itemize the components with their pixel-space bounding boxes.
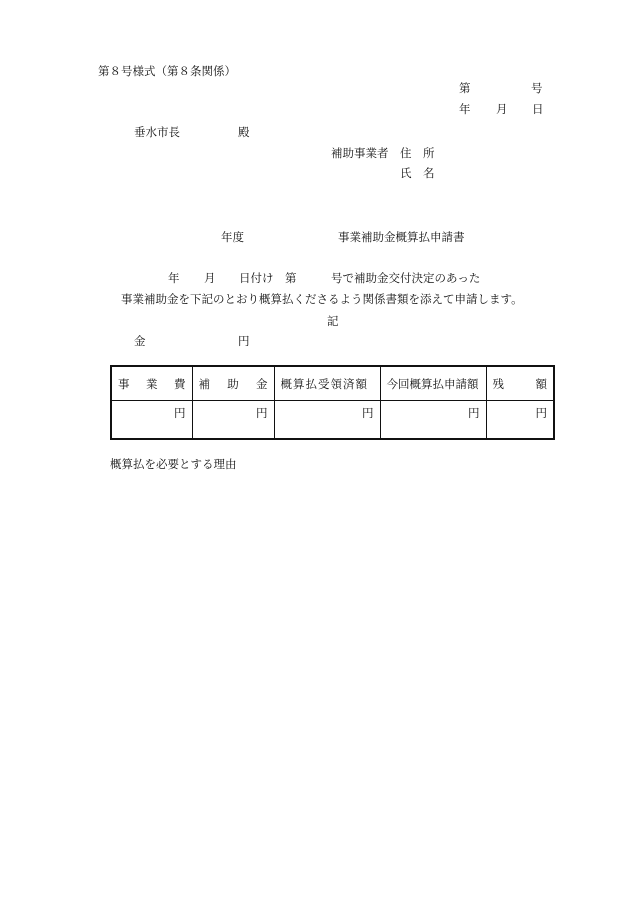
- date-day: 日: [532, 102, 544, 116]
- body-dated: 日付け: [239, 271, 274, 285]
- body-year: 年: [168, 271, 180, 285]
- table-header-balance: 残 額: [486, 366, 554, 401]
- table-header-received: 概算払受領済額: [274, 366, 380, 401]
- amount-unit: 円: [238, 334, 250, 348]
- doc-number-prefix: 第: [459, 81, 471, 95]
- table-header-project-cost: 事 業 費: [111, 366, 192, 401]
- addressee-honorific: 殿: [238, 125, 250, 139]
- table-cell-project-cost: 円: [111, 401, 192, 440]
- title-fiscal-year: 年度: [221, 230, 244, 244]
- body-no-prefix: 第: [285, 271, 297, 285]
- amount-label: 金: [134, 334, 146, 348]
- table-row: [111, 401, 554, 440]
- page-title: 事業補助金概算払申請書: [338, 230, 465, 244]
- table-header-current-request: 今回概算払申請額: [380, 366, 486, 401]
- body-request-text: 事業補助金を下記のとおり概算払くださるよう関係書類を添えて申請します。: [121, 292, 523, 306]
- table-cell-balance: 円: [486, 401, 554, 440]
- applicant-name-label: 氏 名: [400, 166, 435, 180]
- form-number: 第８号様式（第８条関係）: [98, 64, 236, 78]
- table-cell-current-request: 円: [380, 401, 486, 440]
- table-header-subsidy: 補 助 金: [192, 366, 274, 401]
- ki-heading: 記: [327, 314, 339, 328]
- doc-number-suffix: 号: [531, 81, 543, 95]
- body-month: 月: [204, 271, 216, 285]
- applicant-role: 補助事業者: [331, 146, 389, 160]
- applicant-address-label: 住 所: [400, 146, 435, 160]
- date-month: 月: [496, 102, 508, 116]
- amount-table: [110, 365, 555, 440]
- table-cell-received: 円: [274, 401, 380, 440]
- addressee-mayor: 垂水市長: [134, 125, 180, 139]
- table-header-row: [111, 366, 554, 401]
- body-decision-text: 号で補助金交付決定のあった: [331, 271, 481, 285]
- reason-label: 概算払を必要とする理由: [110, 457, 237, 471]
- table-cell-subsidy: 円: [192, 401, 274, 440]
- date-year: 年: [459, 102, 471, 116]
